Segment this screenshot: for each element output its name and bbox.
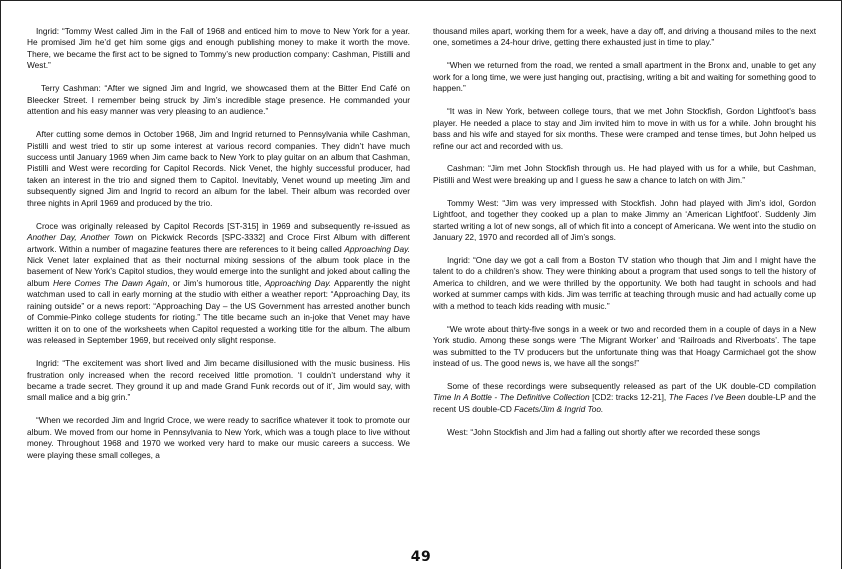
italic-title: The Faces I’ve Been	[668, 392, 746, 403]
italic-title: Time In A Bottle - The Definitive Collection	[433, 392, 590, 403]
italic-title: Facets/Jim & Ingrid Too.	[514, 403, 604, 414]
paragraph: “We wrote about thirty-five songs in a week or two and recorded them in a couple of days in a New York studio. Among these songs were ‘The Migrant Worker’ and ‘Railroads and Riverboats’. The tape was submitted to the TV producers but the unfortunate thing was that Hoagy Carmichael got the show instead of us. The good news is, we have all the songs!”	[433, 323, 816, 369]
paragraph: Ingrid: “One day we got a call from a Boston TV station who though that Jim and I might have the talent to do a children’s show. They were thinking about a program that used songs to tell the history of America to children, and we were thrilled by the opportunity. We both had taught in schools and had worked at summer camps with kids. Jim was terrific at teaching through music and had actually come up with a method to teach kids reading with music.”	[433, 254, 816, 311]
paragraph: Some of these recordings were subsequently released as part of the UK double-CD compilation Time In A Bottle - The Definitive Collection [CD2: tracks 12-21], The Faces I’ve Been double-LP and the recent US double-CD Facets/Jim & Ingrid Too.	[433, 380, 816, 414]
paragraph: “When we returned from the road, we rented a small apartment in the Bronx and, unable to get any work for a long time, we were just hanging out, practising, writing a bit and waiting for something good to happen.”	[433, 60, 816, 94]
page-number: 49	[410, 549, 432, 565]
paragraph: “When we recorded Jim and Ingrid Croce, we were ready to sacrifice whatever it took to promote our album. We moved from our home in Pennsylvania to New York, which was a tough place to live without money. Throughout 1968 and 1970 we worked very hard to make our music careers a success. We were playing these small colleges, a	[27, 415, 410, 460]
paragraph: “It was in New York, between college tours, that we met John Stockfish, Gordon Lightfoot’s bass player. He needed a place to stay and Jim invited him to move in with us for a while. John brought his bass and his wife and stayed for six months. These were cramped and tense times, but John helped us refine our act and recorded with us.	[433, 106, 816, 151]
right-text-column	[433, 26, 816, 450]
paragraph: After cutting some demos in October 1968, Jim and Ingrid returned to Pennsylvania while Cashman, Pistilli and west tried to stir up some interest at various record companies. They didn’t have much success until January 1969 when Jim came back to New York to play guitar on an album that Cashman, Pistilli and West were recording for Capitol Records. Nick Venet, the highly successful producer, had taken an interest in the trio and signed them to Capitol. Inevitably, Venet wound up meeting Jim and subsequently signed Jim and Ingrid to record an album for the label. Their album was recorded over three nights in April 1969 and produced by the trio.	[27, 129, 410, 208]
paragraph: Ingrid: “The excitement was short lived and Jim became disillusioned with the music business. His frustration only increased when the record received little promotion. ‘I couldn’t understand why it became a trade secret. They ground it up and made Grand Funk records out of it’, Jim would say, with small malice and a big grin.”	[27, 358, 410, 403]
paragraph: Ingrid: “Tommy West called Jim in the Fall of 1968 and enticed him to move to New York for a year. He promised Jim he’d get him some gigs and enough publishing money to make it worth the move. There, we became the first act to be signed to Tommy’s new production company: Cashman, Pistilli and West.”	[27, 26, 410, 71]
paragraph: Terry Cashman: “After we signed Jim and Ingrid, we showcased them at the Bitter End Café on Bleecker Street. I remember being struck by Jim’s incredible stage presence. He commanded your attention and his easy manner was very pleasing to an audience.”	[27, 83, 410, 117]
italic-title: Here Comes The Dawn Again	[52, 277, 168, 288]
paragraph: thousand miles apart, working them for a week, have a day off, and driving a thousand miles to the next one, sometimes a 24-hour drive, getting there exhausted just in time to play.”	[433, 26, 816, 48]
italic-title: Approaching Day.	[264, 277, 332, 288]
paragraph: Croce was originally released by Capitol Records [ST-315] in 1969 and subsequently re-issued as Another Day, Another Town on Pickwick Records [SPC-3332] and Croce First Album with different artwork. Within a number of magazine features there are references to it being called Approaching Day. Nick Venet later explained that as their nocturnal mixing sessions of the album took place in the basement of New York’s Capitol studios, they would emerge into the sunlight and joked about calling the album Here Comes The Dawn Again, or Jim’s humorous title, Approaching Day. Apparently the night watchman used to call in early morning at the studio with either a weather report: “Approaching Day, its raining outside” or a news report: “Approaching Day – the US Government has arrested another bunch of Commie-Pinko college students for rioting.” The title became such an in-joke that Venet may have written it on to one of the worksheets when Capitol requested a working title for the album. The album was released in September 1969, but received only slight response.	[27, 220, 410, 346]
left-text-column	[27, 26, 410, 473]
paragraph: Tommy West: “Jim was very impressed with Stockfish. John had played with Jim’s idol, Gordon Lightfoot, and together they cooked up a plan to make Jimmy an ‘American Lightfoot’. Suddenly Jim started writing a lot of new songs, all of which fit into a concept of Americana. We went into the studio on January 22, 1970 and recorded all of Jim’s songs.	[433, 197, 816, 243]
italic-title: Another Day, Another Town	[27, 232, 134, 243]
paragraph: West: “John Stockfish and Jim had a falling out shortly after we recorded these songs	[447, 426, 760, 437]
paragraph: Cashman: “Jim met John Stockfish through us. He had played with us for a while, but Cashman, Pistilli and West were breaking up and I guess he saw a chance to latch on with Jim.”	[433, 163, 816, 185]
italic-title: Approaching Day.	[344, 243, 410, 254]
